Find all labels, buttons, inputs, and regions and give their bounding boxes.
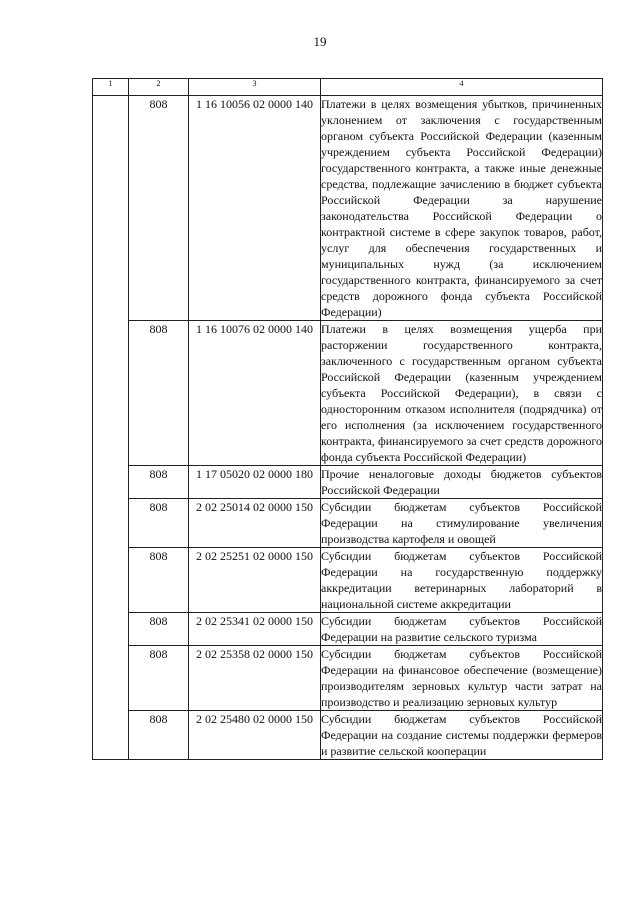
empty-column-cell — [93, 96, 129, 760]
table-row — [93, 499, 603, 548]
page-number: 19 — [313, 34, 327, 49]
table-row — [93, 466, 603, 499]
income-code-cell: 2 02 25341 02 0000 150 — [189, 613, 321, 646]
income-name-cell: Субсидии бюджетам субъектов Российской Федерации на финансовое обеспечение (возмещение) производителям зерновых культур части затрат на производство и реализацию зерновых культур — [321, 647, 602, 709]
column-header: 4 — [321, 79, 603, 96]
admin-code-cell: 808 — [129, 613, 189, 646]
column-header: 3 — [189, 79, 321, 96]
income-code-cell: 1 16 10056 02 0000 140 — [189, 96, 321, 321]
table-row — [93, 96, 603, 321]
admin-code-cell: 808 — [129, 499, 189, 548]
table-row — [93, 646, 603, 711]
income-code-cell: 2 02 25480 02 0000 150 — [189, 711, 321, 760]
admin-code-cell: 808 — [129, 548, 189, 613]
income-name-cell: Субсидии бюджетам субъектов Российской Федерации на стимулирование увеличения производства картофеля и овощей — [321, 500, 602, 546]
column-header: 2 — [129, 79, 189, 96]
admin-code-cell: 808 — [129, 321, 189, 466]
table-row — [93, 321, 603, 466]
admin-code-cell: 808 — [129, 96, 189, 321]
table-row — [93, 613, 603, 646]
income-code-cell: 2 02 25251 02 0000 150 — [189, 548, 321, 613]
income-code-cell: 2 02 25358 02 0000 150 — [189, 646, 321, 711]
income-name-cell: Платежи в целях возмещения убытков, причиненных уклонением от заключения с государственным органом субъекта Российской Федерации (казенным учреждением субъекта Российской Федерации) государственного контракта, а также иные денежные средства, подлежащие зачислению в бюджет субъекта Российской Федерации за нарушение законодательства Российской Федерации о контрактной системе в сфере закупок товаров, работ, услуг для обеспечения государственных и муниципальных нужд (за исключением государственного контракта, финансируемого за счет средств дорожного фонда субъекта Российской Федерации) — [321, 97, 602, 319]
income-name-cell: Субсидии бюджетам субъектов Российской Федерации на развитие сельского туризма — [321, 614, 602, 644]
income-name-cell: Прочие неналоговые доходы бюджетов субъектов Российской Федерации — [321, 467, 602, 497]
income-name-cell: Платежи в целях возмещения ущерба при расторжении государственного контракта, заключенного с государственным органом субъекта Российской Федерации (казенным учреждением субъекта Российской Федерации), в связи с односторонним отказом исполнителя (подрядчика) от его исполнения (за исключением государственного контракта, финансируемого за счет средств дорожного фонда субъекта Российской Федерации) — [321, 322, 602, 464]
budget-table — [92, 78, 603, 760]
income-code-cell: 1 17 05020 02 0000 180 — [189, 466, 321, 499]
admin-code-cell: 808 — [129, 711, 189, 760]
column-header: 1 — [93, 79, 129, 96]
header-row — [93, 79, 603, 96]
income-name-cell: Субсидии бюджетам субъектов Российской Федерации на государственную поддержку аккредитации ветеринарных лабораторий в национальной системе аккредитации — [321, 549, 602, 611]
table-row — [93, 711, 603, 760]
table-row — [93, 548, 603, 613]
admin-code-cell: 808 — [129, 646, 189, 711]
admin-code-cell: 808 — [129, 466, 189, 499]
income-code-cell: 1 16 10076 02 0000 140 — [189, 321, 321, 466]
income-code-cell: 2 02 25014 02 0000 150 — [189, 499, 321, 548]
income-name-cell: Субсидии бюджетам субъектов Российской Федерации на создание системы поддержки фермеров и развитие сельской кооперации — [321, 712, 602, 758]
